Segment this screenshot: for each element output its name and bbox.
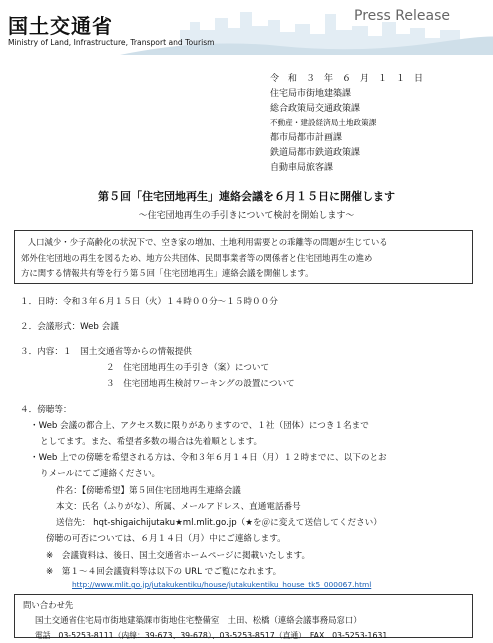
contact-heading: 問い合わせ先	[23, 600, 74, 610]
bureau-5: 鉄道局都市鉄道政策課	[270, 147, 361, 158]
item-observe-line-3: ・Web 上での傍聴を希望される方は、令和３年６月１４日（月）１２時までに、以下のとお	[30, 453, 387, 463]
lead-line-1: 人口減少・少子高齢化の状況下で、空き家の増加、土地利用需要との乖離等の問題が生じている	[27, 237, 388, 247]
item-observe-line-4: りメールにてご連絡ください。	[40, 469, 161, 479]
bureau-3: 不動産・建設経済局土地政策課	[270, 118, 377, 128]
item-datetime: １．日時：令和３年６月１５日（火）１４時００分～１５時００分	[20, 297, 278, 307]
contact-box	[14, 594, 473, 638]
bureau-1: 住宅局市街地建築課	[270, 88, 352, 99]
item-observe-head: ４．傍聴等：	[20, 405, 72, 415]
item-observe-line-2: としてます。また、希望者多数の場合は先着順とします。	[40, 437, 263, 447]
lead-line-3: 方に関する情報共有等を行う第５回「住宅団地再生」連絡会議を開催します。	[21, 268, 314, 278]
note-past-materials: ※ 第１～４回会議資料等は以下の URL でご覧になれます。	[46, 567, 282, 577]
press-release-label: Press Release	[354, 8, 450, 24]
contact-line-1: 国土交通省住宅局市街地建築課市街地住宅整備室 土田、松橋（連絡会議事務局窓口）	[35, 615, 362, 625]
email-recipient: 送信先： hqt-shigaichijutaku★ml.mlit.go.jp（★を＠に変えて送信してください）	[56, 518, 382, 528]
bureau-6: 自動車局旅客課	[270, 162, 334, 173]
email-body: 本文：氏名（ふりがな）、所属、メールアドレス、直通電話番号	[56, 502, 301, 512]
org-name-en: Ministry of Land, Infrastructure, Transport and Tourism	[8, 38, 215, 47]
page-subtitle: ～住宅団地再生の手引きについて検討を開始します～	[138, 211, 355, 221]
item-observe-line-1: ・Web 会議の都合上、アクセス数に限りがありますので、１社（団体）につき１名まで	[30, 421, 369, 431]
email-subject: 件名：【傍聴希望】第５回住宅団地再生連絡会議	[56, 486, 241, 496]
note-materials: ※ 会議資料は、後日、国土交通省ホームページに掲載いたします。	[46, 551, 311, 561]
page-title: 第５回「住宅団地再生」連絡会議を６月１５日に開催します	[98, 190, 395, 203]
lead-line-2: 郊外住宅団地の再生を図るため、地方公共団体、民間事業者等の関係者と住宅団地再生の進め	[21, 252, 373, 263]
contact-line-2: 電話 03-5253-8111（内線：39-673、39-678）、03-5253-8517（直通） FAX 03-5253-1631	[35, 631, 388, 640]
item-content-2: ２ 住宅団地再生の手引き（案）について	[106, 363, 270, 373]
release-date: 令 和 ３ 年 ６ 月 １ １ 日	[270, 74, 424, 84]
observe-reply-note: 傍聴の可否については、６月１４日（月）中にご連絡します。	[46, 534, 286, 544]
date-bureau-block	[270, 72, 440, 176]
item-content-head: ３．内容：１ 国土交通省等からの情報提供	[20, 347, 192, 357]
lead-summary-box	[14, 230, 473, 284]
bureau-2: 総合政策局交通政策課	[270, 103, 361, 114]
bureau-4: 都市局都市計画課	[270, 133, 343, 144]
item-format: ２．会議形式：Web 会議	[20, 322, 119, 332]
past-materials-link[interactable]: http://www.mlit.go.jp/jutakukentiku/house/jutakukentiku_house_tk5_000067.html	[72, 580, 372, 589]
org-logo-text: 国土交通省	[8, 14, 113, 38]
item-content-3: ３ 住宅団地再生検討ワーキングの設置について	[106, 379, 295, 389]
